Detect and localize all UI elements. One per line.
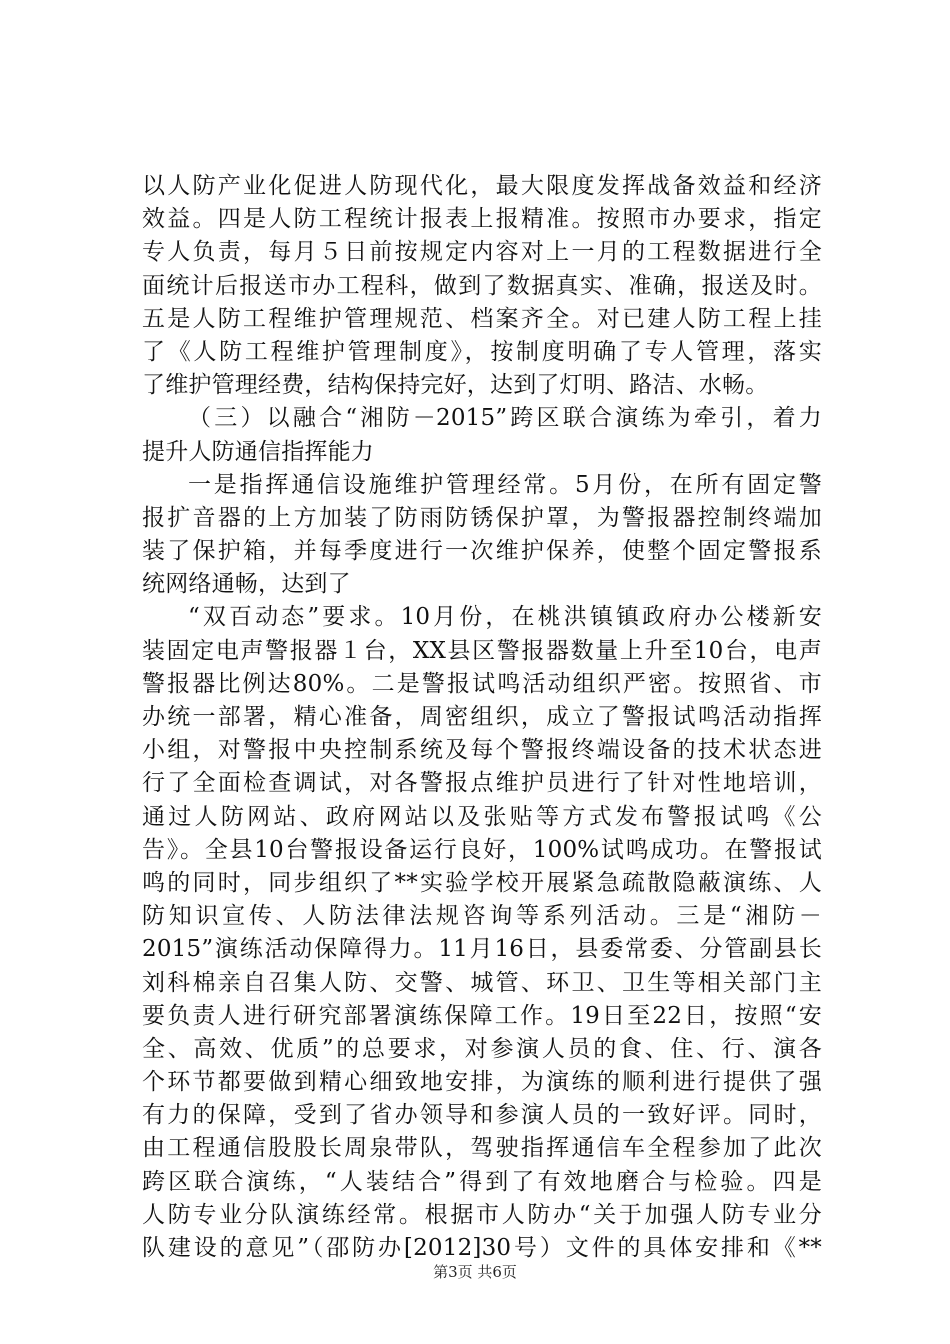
text-line: 办统一部署，精心准备，周密组织，成立了警报试鸣活动指挥: [142, 704, 822, 730]
text-line: 全、高效、优质”的总要求，对参演人员的食、住、行、演各: [142, 1035, 822, 1062]
text-line: 专人负责，每月５日前按规定内容对上一月的工程数据进行全: [142, 239, 822, 266]
text-line: 告》。全县10台警报设备运行良好，100%试鸣成功。在警报试: [142, 836, 822, 863]
text-line: 个环节都要做到精心细致地安排，为演练的顺利进行提供了强: [142, 1069, 822, 1096]
text-line: 了《人防工程维护管理制度》，按制度明确了专人管理，落实: [142, 338, 822, 365]
text-line: 队建设的意见”（邵防办[2012]30号）文件的具体安排和《**: [142, 1235, 822, 1261]
text-line: 鸣的同时，同步组织了**实验学校开展紧急疏散隐蔽演练、人: [142, 869, 822, 896]
text-line: 了维护管理经费，结构保持完好，达到了灯明、路洁、水畅。: [142, 372, 769, 399]
text-line: 通过人防网站、政府网站以及张贴等方式发布警报试鸣《公: [142, 803, 822, 830]
text-line: 行了全面检查调试，对各警报点维护员进行了针对性地培训，: [142, 770, 822, 797]
document-body: [142, 170, 822, 1265]
text-line: 效益。四是人防工程统计报表上报精准。按照市办要求，指定: [142, 206, 822, 233]
text-line: 刘科棉亲自召集人防、交警、城管、环卫、卫生等相关部门主: [142, 969, 822, 996]
page-number-footer: 第3页 共6页: [433, 1263, 517, 1281]
text-line: 五是人防工程维护管理规范、档案齐全。对已建人防工程上挂: [142, 305, 822, 332]
text-line: 装固定电声警报器１台，XX县区警报器数量上升至10台，电声: [142, 637, 822, 664]
section-heading-line: 提升人防通信指挥能力: [142, 438, 374, 465]
section-heading-line: （三）以融合“湘防－2015”跨区联合演练为牵引，着力: [188, 405, 822, 432]
text-line: 要负责人进行研究部署演练保障工作。19日至22日，按照“安: [142, 1002, 822, 1029]
text-line: “双百动态”要求。10月份，在桃洪镇镇政府办公楼新安: [188, 604, 822, 631]
text-line: 有力的保障，受到了省办领导和参演人员的一致好评。同时，: [142, 1102, 822, 1129]
text-line: 防知识宣传、人防法律法规咨询等系列活动。三是“湘防－: [142, 903, 822, 930]
text-line: 一是指挥通信设施维护管理经常。5月份，在所有固定警: [188, 471, 822, 498]
text-line: 面统计后报送市办工程科，做到了数据真实、准确，报送及时。: [142, 272, 822, 299]
text-line: 以人防产业化促进人防现代化，最大限度发挥战备效益和经济: [142, 173, 822, 199]
text-line: 2015”演练活动保障得力。11月16日，县委常委、分管副县长: [142, 936, 822, 963]
text-line: 人防专业分队演练经常。根据市人防办“关于加强人防专业分: [142, 1201, 822, 1228]
text-line: 跨区联合演练，“人装结合”得到了有效地磨合与检验。四是: [142, 1168, 822, 1195]
text-line: 统网络通畅，达到了: [142, 571, 351, 598]
text-line: 报扩音器的上方加装了防雨防锈保护罩，为警报器控制终端加: [142, 504, 822, 531]
text-line: 警报器比例达80%。二是警报试鸣活动组织严密。按照省、市: [142, 670, 822, 697]
text-line: 小组，对警报中央控制系统及每个警报终端设备的技术状态进: [142, 737, 822, 764]
text-line: 由工程通信股股长周泉带队，驾驶指挥通信车全程参加了此次: [142, 1135, 822, 1162]
text-line: 装了保护箱，并每季度进行一次维护保养，使整个固定警报系: [142, 538, 822, 565]
